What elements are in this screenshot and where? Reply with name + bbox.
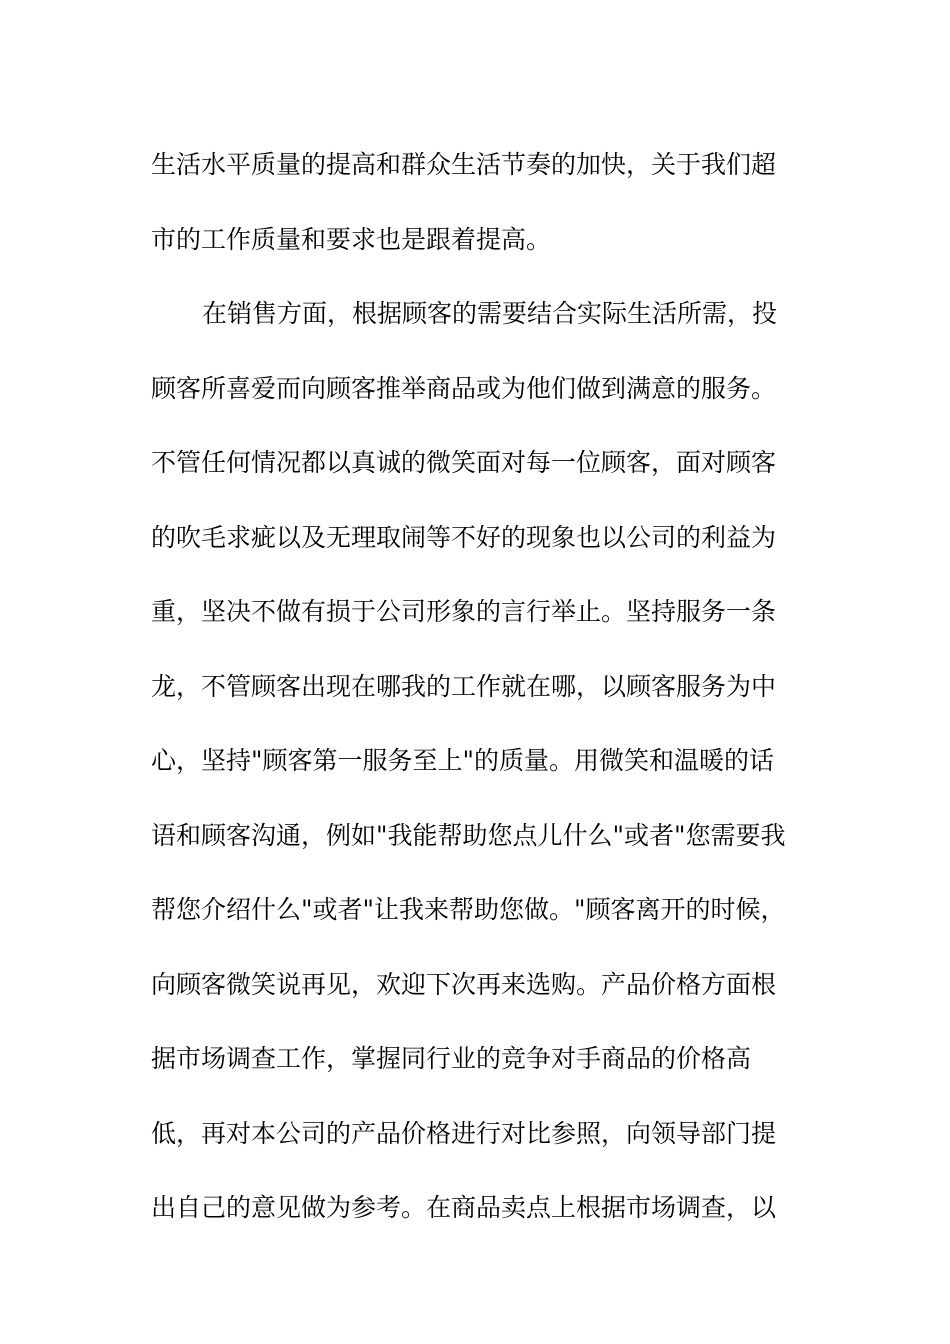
text-line: 重，坚决不做有损于公司形象的言行举止。坚持服务一条	[151, 597, 777, 626]
text-line: 向顾客微笑说再见，欢迎下次再来选购。产品价格方面根	[151, 969, 777, 999]
text-line: 出自己的意见做为参考。在商品卖点上根据市场调查，以	[151, 1193, 777, 1222]
text-line: 心，坚持"顾客第一服务至上"的质量。用微笑和温暖的话	[151, 746, 775, 775]
text-line: 低，再对本公司的产品价格进行对比参照，向领导部门提	[151, 1118, 777, 1148]
text-line: 龙，不管顾客出现在哪我的工作就在哪，以顾客服务为中	[151, 671, 777, 701]
text-line: 不管任何情况都以真诚的微笑面对每一位顾客，面对顾客	[151, 448, 777, 477]
text-line: 生活水平质量的提高和群众生活节奏的加快，关于我们超	[151, 150, 777, 179]
text-line: 市的工作质量和要求也是跟着提高。	[151, 224, 552, 254]
text-line: 据市场调查工作，掌握同行业的竞争对手商品的价格高	[151, 1044, 752, 1073]
paragraph-start-line: 在销售方面，根据顾客的需要结合实际生活所需，投	[202, 299, 778, 328]
text-line: 帮您介绍什么"或者"让我来帮助您做。"顾客离开的时候，	[151, 895, 786, 924]
body-text	[151, 128, 811, 1246]
text-line: 顾客所喜爱而向顾客推举商品或为他们做到满意的服务。	[151, 373, 777, 403]
text-line: 的吹毛求疵以及无理取闹等不好的现象也以公司的利益为	[151, 522, 777, 552]
text-line: 语和顾客沟通，例如"我能帮助您点儿什么"或者"您需要我	[151, 820, 786, 850]
